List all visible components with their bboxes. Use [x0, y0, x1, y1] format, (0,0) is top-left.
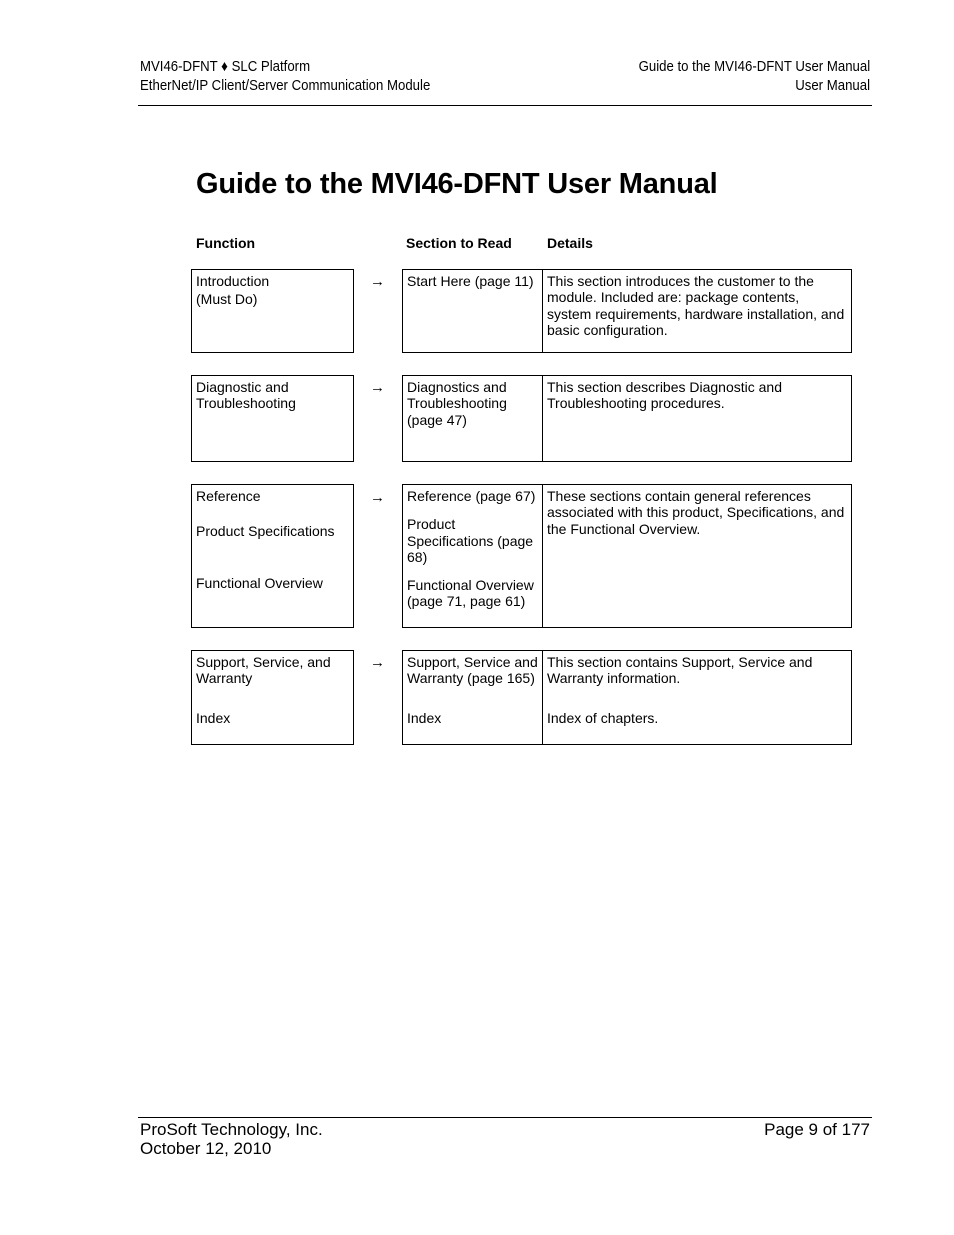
function-text: Functional Overview: [196, 574, 323, 591]
footer-page-number: Page 9 of 177: [764, 1120, 870, 1139]
section-box-reference: [402, 484, 543, 628]
column-heading-function: Function: [196, 235, 256, 251]
function-box-introduction: [191, 269, 354, 353]
function-box-reference: [191, 484, 354, 628]
header-module-description: EtherNet/IP Client/Server Communication Module: [140, 77, 431, 94]
section-link-text[interactable]: Diagnostics and Troubleshooting (page 47): [407, 379, 507, 428]
footer-rule: [138, 1117, 872, 1118]
details-text: Index of chapters.: [547, 709, 659, 726]
arrow-icon: →: [370, 489, 385, 506]
arrow-icon: →: [370, 654, 385, 671]
section-link-text[interactable]: Support, Service and Warranty (page 165): [407, 654, 538, 687]
header-chapter-title: Guide to the MVI46-DFNT User Manual: [638, 58, 870, 75]
function-text: Diagnostic and Troubleshooting: [196, 379, 296, 412]
section-box-diagnostics: [402, 375, 543, 462]
column-heading-section: Section to Read: [406, 235, 512, 251]
function-text: Product Specifications: [196, 523, 335, 540]
footer-company: ProSoft Technology, Inc.: [140, 1120, 323, 1139]
function-text: Support, Service, and Warranty: [196, 654, 331, 687]
details-box-introduction: [542, 269, 852, 353]
details-box-reference: [542, 484, 852, 628]
function-text: Index: [196, 709, 231, 726]
column-heading-details: Details: [547, 235, 593, 251]
arrow-icon: →: [370, 273, 385, 290]
section-link-text[interactable]: Reference (page 67): [407, 488, 536, 504]
function-text: Introduction: [196, 273, 270, 289]
details-text: This section describes Diagnostic and Troubleshooting procedures.: [547, 379, 783, 412]
header-rule: [138, 105, 872, 106]
section-box-start-here: [402, 269, 543, 353]
details-text: These sections contain general references associated with this product, Specifications, and the Functional Overview.: [547, 488, 845, 537]
section-box-support: [402, 650, 543, 745]
details-text: This section contains Support, Service and Warranty information.: [547, 654, 813, 687]
header-module-platform: MVI46-DFNT ♦ SLC Platform: [140, 58, 311, 75]
footer-date: October 12, 2010: [140, 1139, 272, 1158]
section-link-text[interactable]: Product Specifications (page 68): [407, 516, 534, 565]
function-text: (Must Do): [196, 291, 258, 308]
section-link-text[interactable]: Index: [407, 709, 442, 726]
function-box-diagnostics: [191, 375, 354, 462]
header-document-type: User Manual: [795, 77, 870, 94]
section-link-text[interactable]: Start Here (page 11): [407, 273, 534, 289]
function-text: Reference: [196, 488, 261, 504]
function-box-support: [191, 650, 354, 745]
details-box-support: [542, 650, 852, 745]
details-text: This section introduces the customer to the module. Included are: package contents, system requirements, hardware installation, and basic configuration.: [547, 273, 845, 338]
page-title: Guide to the MVI46-DFNT User Manual: [196, 168, 718, 200]
arrow-icon: →: [370, 379, 385, 396]
section-link-text[interactable]: Functional Overview (page 71, page 61): [407, 577, 534, 610]
details-box-diagnostics: [542, 375, 852, 462]
